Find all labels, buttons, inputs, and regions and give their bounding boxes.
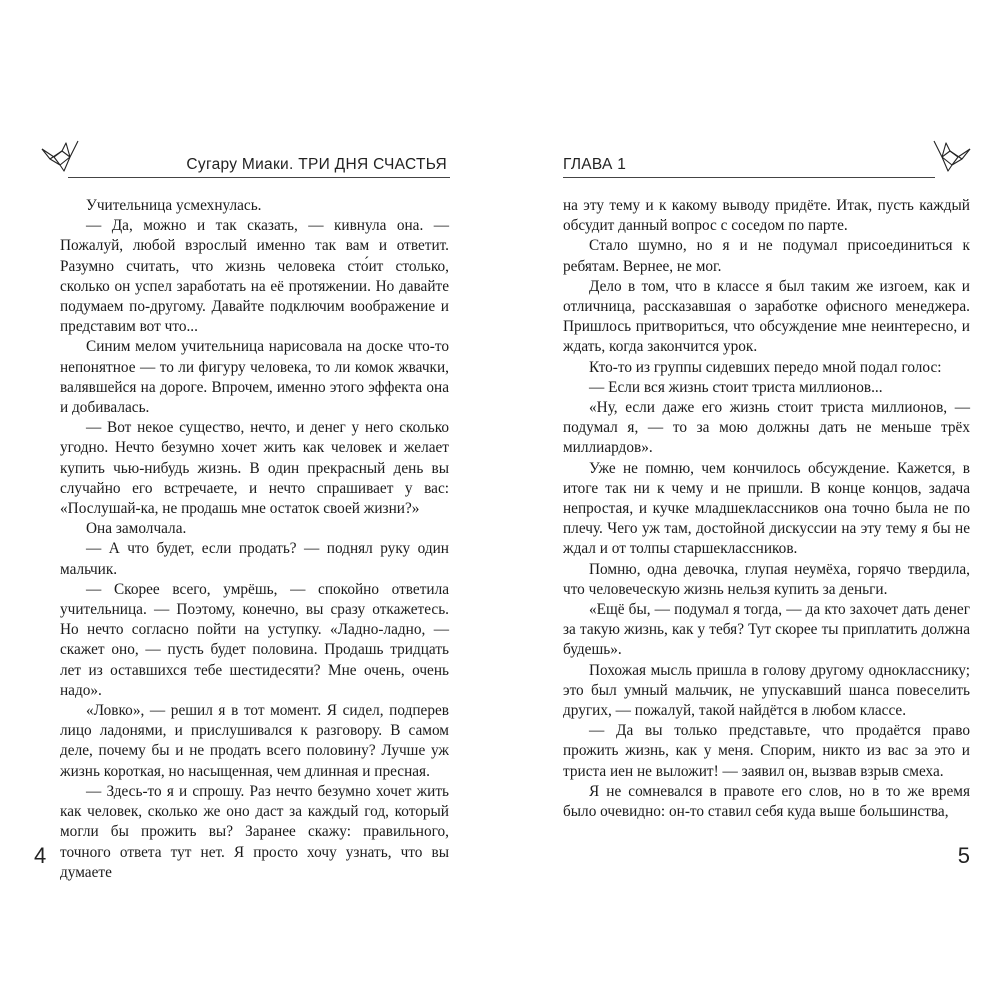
paragraph: «Ну, если даже его жизнь стоит триста миллионов, — подумал я, — то за мою должны дать не меньше трёх миллиардов». bbox=[563, 399, 970, 457]
page-number: 4 bbox=[34, 843, 47, 868]
paragraph: Стало шумно, но я и не подумал присоединиться к ребятам. Вернее, не мог. bbox=[563, 237, 970, 275]
paragraph: — Здесь-то я и спрошу. Раз нечто безумно хочет жить как человек, сколько же оно даст за каждый год, который могли бы прожить вы? Заранее скажу: правильного, точного ответа тут нет. Я просто хочу узнать, что вы думаете bbox=[60, 782, 449, 881]
paragraph: — Да вы только представьте, что продаётся право прожить жизнь, как у меня. Спорим, никто из вас за это и триста иен не выложит! — заявил он, вызвав взрыв смеха. bbox=[563, 722, 970, 780]
paragraph: Я не сомневался в правоте его слов, но в то же время было очевидно: он-то ставил себя куда выше большинства, bbox=[563, 782, 970, 821]
body-text bbox=[563, 196, 970, 822]
paragraph: — Вот некое существо, нечто, и денег у него сколько угодно. Нечто безумно хочет жить как человек и желает купить чью-нибудь жизнь. В один прекрасный день вы случайно его встречаете, и нечто спрашивает у вас: «Послушай-ка, не продашь мне остаток своей жизни?» bbox=[60, 419, 449, 518]
header-rule bbox=[563, 177, 935, 178]
paragraph: Она замолчала. bbox=[86, 520, 187, 538]
paragraph: Уже не помню, чем кончилось обсуждение. Кажется, в итоге так ни к чему и не пришли. В конце концов, задача непростая, и кучке младшеклассников она точно была не по плечу. Чего уж там, достойной дискуссии на эту тему я бы не ждал и от толпы старшеклассников. bbox=[563, 459, 970, 558]
running-head: ГЛАВА 1 bbox=[563, 156, 627, 173]
paragraph: — Скорее всего, умрёшь, — спокойно ответила учительница. — Поэтому, конечно, вы сразу откажетесь. Но нечто согласно пойти на уступку. «Ладно-ладно, — скажет оно, — пусть будет половина. Продашь тридцать лет из оставшихся тебе шестидесяти? Мне очень, очень надо». bbox=[60, 580, 449, 699]
origami-crane-icon bbox=[932, 137, 972, 173]
paragraph: на эту тему и к какому выводу придёте. Итак, пусть каждый обсудит данный вопрос с соседом по парте. bbox=[563, 197, 970, 235]
paragraph: Учительница усмехнулась. bbox=[86, 197, 262, 214]
header-rule bbox=[68, 177, 450, 178]
paragraph: «Ещё бы, — подумал я тогда, — да кто захочет дать денег за такую жизнь, как у тебя? Тут скорее ты приплатить должна будешь». bbox=[563, 601, 970, 659]
paragraph: Дело в том, что в классе я был таким же изгоем, как и отличница, рассказавшая о заработке офисного менеджера. Пришлось притвориться, что обсуждение мне неинтересно, и ждать, когда закончится урок. bbox=[563, 277, 970, 356]
page-number: 5 bbox=[957, 843, 970, 868]
paragraph: Кто-то из группы сидевших передо мной подал голос: bbox=[589, 358, 942, 376]
paragraph: «Ловко», — решил я в тот момент. Я сидел, подперев лицо ладонями, и прислушивался к разговору. В самом деле, почему бы и не продать всего половину? Лучше уж жизнь короткая, но насыщенная, чем длинная и пресная. bbox=[60, 702, 449, 780]
right-page bbox=[500, 0, 1000, 1000]
paragraph: Помню, одна девочка, глупая неумёха, горячо твердила, что человеческую жизнь нельзя купить за деньги. bbox=[563, 560, 970, 598]
paragraph: — А что будет, если продать? — поднял руку один мальчик. bbox=[60, 540, 449, 578]
paragraph: Синим мелом учительница нарисовала на доске что-то непонятное — то ли фигуру человека, то ли комок жвачки, валявшейся на дороге. Впрочем, именно этого эффекта она и добивалась. bbox=[60, 338, 449, 417]
paragraph: — Да, можно и так сказать, — кивнула она. — Пожалуй, любой взрослый именно так вам и ответит. Разумно считать, что жизнь человека сто́ит столько, сколько он успел заработать на её протяжении. Но давайте подумаем по-другому. Давайте подключим воображение и представим вот что... bbox=[60, 217, 449, 336]
running-head: Сугару Миаки. ТРИ ДНЯ СЧАСТЬЯ bbox=[186, 156, 447, 173]
paragraph: Похожая мысль пришла в голову другому однокласснику; это был умный мальчик, не упускавший шанса повеселить других, — пожалуй, такой найдётся в любом классе. bbox=[563, 661, 970, 720]
body-text bbox=[60, 196, 449, 883]
paragraph: — Если вся жизнь стоит триста миллионов... bbox=[589, 378, 883, 396]
origami-crane-icon bbox=[40, 137, 80, 173]
